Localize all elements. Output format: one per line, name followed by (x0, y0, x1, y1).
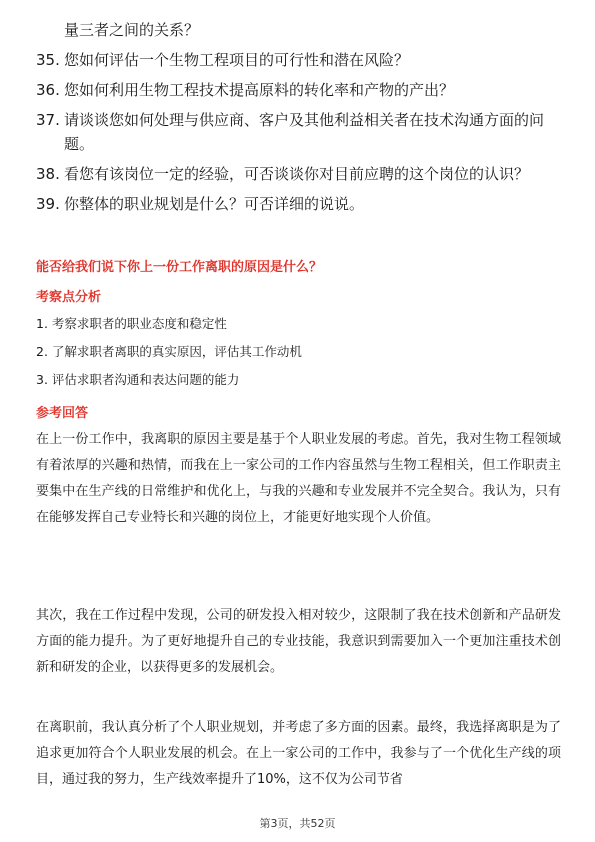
question-item (36, 78, 566, 102)
question-list (36, 18, 566, 222)
question-number: 39. (36, 195, 60, 213)
question-continuation: 量三者之间的关系？ (64, 21, 200, 39)
answer-paragraph: 在上一份工作中，我离职的原因主要是基于个人职业发展的考虑。首先，我对生物工程领域有着浓厚的兴趣和热情，而我在上一家公司的工作内容虽然与生物工程相关，但工作职责主要集中在生产线的日常维护和优化上，与我的兴趣和专业发展并不完全契合。我认为，只有在能够发挥自己专业特长和兴趣的岗位上，才能更好地实现个人价值。 (36, 432, 561, 525)
question-item (36, 48, 566, 72)
analysis-section-title: 考察点分析 (36, 290, 102, 305)
answer-paragraph: 在离职前，我认真分析了个人职业规划，并考虑了多方面的因素。最终，我选择离职是为了追求更加符合个人职业发展的机会。在上一家公司的工作中，我参与了一个优化生产线的项目，通过我的努力，生产线效率提升了10%，这不仅为公司节省 (36, 720, 561, 787)
question-item (36, 108, 566, 156)
question-item (36, 192, 566, 216)
question-number: 35. (36, 51, 60, 69)
question-text: 请谈谈您如何处理与供应商、客户及其他利益相关者在技术沟通方面的问题。 (64, 111, 545, 153)
analysis-point: 2. 了解求职者离职的真实原因，评估其工作动机 (36, 344, 302, 359)
question-text: 看您有该岗位一定的经验，可否谈谈你对目前应聘的这个岗位的认识？ (64, 165, 530, 183)
question-number: 38. (36, 165, 60, 183)
answer-paragraph: 其次，我在工作过程中发现，公司的研发投入相对较少，这限制了我在技术创新和产品研发方面的能力提升。为了更好地提升自己的专业技能，我意识到需要加入一个更加注重技术创新和研发的企业，以获得更多的发展机会。 (36, 608, 561, 675)
analysis-point: 3. 评估求职者沟通和表达问题的能力 (36, 372, 240, 387)
question-text: 您如何利用生物工程技术提高原料的转化率和产物的产出？ (64, 81, 455, 99)
analysis-point: 1. 考察求职者的职业态度和稳定性 (36, 316, 227, 331)
interview-question-heading: 能否给我们说下你上一份工作离职的原因是什么？ (36, 260, 323, 275)
question-number: 37. (36, 111, 60, 129)
question-text: 你整体的职业规划是什么？可否详细的说说。 (64, 195, 365, 213)
question-number: 36. (36, 81, 60, 99)
question-text: 您如何评估一个生物工程项目的可行性和潜在风险？ (64, 51, 410, 69)
reference-answer-title: 参考回答 (36, 406, 89, 421)
page-number: 第3页，共52页 (259, 817, 336, 830)
question-item (36, 162, 566, 186)
